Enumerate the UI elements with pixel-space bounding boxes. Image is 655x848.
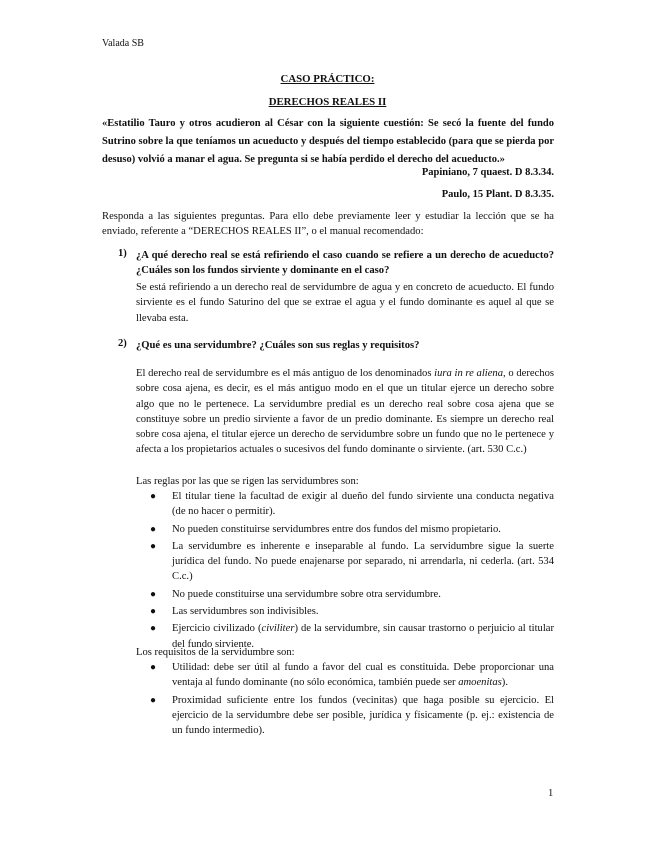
requirement-item (136, 693, 554, 739)
question-1-number: 1) (118, 248, 127, 259)
case-quote: «Estatilio Tauro y otros acudieron al César con la siguiente cuestión: Se secó la fuente del fundo Sutrino sobre la que teníamos un acueducto y después del tiempo establecido (para que se pierda por desuso) volvió a manar el agua. Se pregunta si se había perdido el derecho del acueducto.» (102, 118, 554, 165)
req-1-text-a: Utilidad: debe ser útil al fundo a favor del cual es constituida. Debe proporcionar una ventaja al fundo dominante (no sólo económica, también puede ser (172, 662, 554, 689)
bullet-icon: ● (150, 588, 157, 600)
page-number: 1 (548, 788, 554, 799)
rule-item (136, 604, 554, 619)
rules-list (136, 489, 554, 652)
rule-item (136, 489, 554, 520)
citation-papiniano: Papiniano, 7 quaest. D 8.3.34. (421, 167, 554, 178)
bullet-icon: ● (150, 606, 157, 618)
req-2-text: Proximidad suficiente entre los fundos (vecinitas) que haga posible su ejercicio. El ejercicio de la servidumbre debe ser posible, jurídica y físicamente (p. ej.: existencia de un fundo intermedio). (172, 694, 554, 737)
req-1-text-b: ). (501, 677, 508, 689)
answer-1: Se está refiriendo a un derecho real de servidumbre de agua y en concreto de acueducto. El fundo sirviente es el fundo Saturino del que se extrae el agua y el fundo dominante es aquel al que se llevaba esta. (136, 282, 554, 324)
bullet-icon: ● (150, 694, 157, 706)
rule-item (136, 522, 554, 537)
requirement-item (136, 660, 554, 691)
rule-text: El titular tiene la facultad de exigir al dueño del fundo sirviente una conducta negativa (de no hacer o permitir). (172, 491, 554, 518)
case-title: CASO PRÁCTICO: (280, 73, 375, 85)
rule-6-text-b: ) de la servidumbre, sin causar trastorno o perjuicio al titular del fundo sirviente. (172, 623, 554, 650)
req-1-italic-term: amoenitas (458, 677, 502, 689)
rule-text: Las servidumbres son indivisibles. (172, 606, 319, 618)
question-2-number: 2) (118, 338, 127, 349)
answer-2-text-b: , o derechos sobre cosa ajena, es decir, es el más antiguo modo en el que un titular ejerce un derecho sobre algo que no le pertenece. La servidumbre predial es un derecho real sobre cosa ajena que se constituye sobre un predio sirviente a favor de un predio dominante. Es siempre un derecho real sobre cosa ajena, el titular ejerce un derecho de servidumbre sobre un fundo que no le pertenece y afecta a los propietarios actuales o sucesivos del fundo dominante o sirviente. (art. 530 C.c.) (136, 368, 554, 456)
citation-paulo: Paulo, 15 Plant. D 8.3.35. (441, 189, 554, 200)
answer-2-definition (136, 366, 554, 458)
bullet-icon: ● (150, 523, 157, 535)
answer-2-text-a: El derecho real de servidumbre es el más antiguo de los denominados (136, 368, 435, 379)
topic-title: DERECHOS REALES II (268, 96, 387, 108)
question-2-text: ¿Qué es una servidumbre? ¿Cuáles son sus reglas y requisitos? (136, 340, 420, 351)
rules-intro: Las reglas por las que se rigen las servidumbres son: (136, 476, 359, 487)
requirements-intro: Los requisitos de la servidumbre son: (136, 647, 295, 658)
bullet-icon: ● (150, 540, 157, 552)
question-1-text: ¿A qué derecho real se está refiriendo el caso cuando se refiere a un derecho de acueducto? ¿Cuáles son los fundos sirviente y dominante en el caso? (136, 250, 554, 277)
page-header-author: Valada SB (102, 38, 144, 49)
rule-6-text-a: Ejercicio civilizado ( (172, 623, 262, 635)
rule-text: La servidumbre es inherente e inseparable al fundo. La servidumbre sigue la suerte jurídica del fundo. No puede enajenarse por separado, ni arrendarla, ni cederla. (art. 534 C.c.) (172, 540, 554, 583)
answer-2-italic-term: iura in re aliena (434, 368, 504, 379)
rule-item (136, 539, 554, 585)
bullet-icon: ● (150, 491, 157, 502)
rule-6-italic-term: civiliter (261, 623, 295, 635)
rule-item (136, 587, 554, 602)
bullet-icon: ● (150, 662, 157, 673)
rule-text: No puede constituirse una servidumbre sobre otra servidumbre. (172, 588, 441, 600)
bullet-icon: ● (150, 623, 157, 635)
requirements-list (136, 660, 554, 738)
requirements-list-wrap (136, 660, 554, 738)
rule-text: No pueden constituirse servidumbres entre dos fundos del mismo propietario. (172, 523, 501, 535)
rules-list-wrap (136, 489, 554, 652)
intro-paragraph: Responda a las siguientes preguntas. Para ello debe previamente leer y estudiar la lección que se ha enviado, referente a “DERECHOS REALES II”, o el manual recomendado: (102, 211, 554, 238)
